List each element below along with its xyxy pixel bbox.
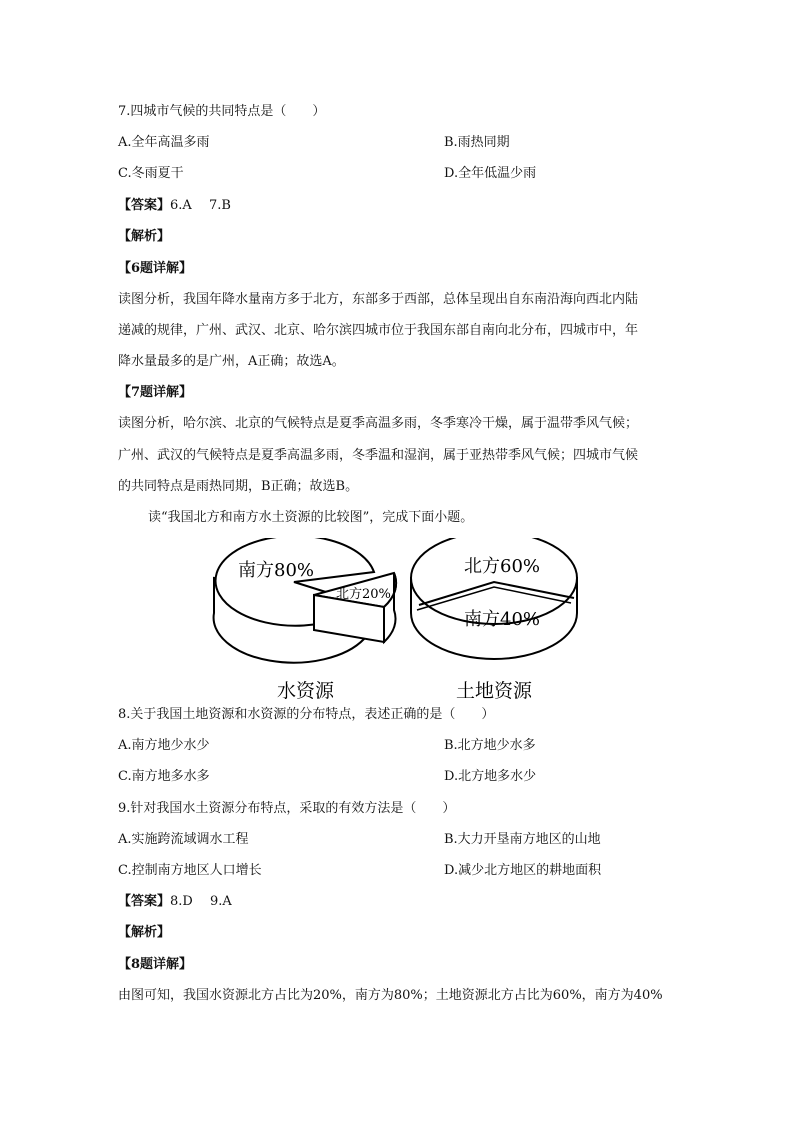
q9-stem: 9.针对我国水土资源分布特点，采取的有效方法是（ ） (118, 801, 456, 816)
figure-intro: 读“我国北方和南方水土资源的比较图”，完成下面小题。 (148, 510, 474, 525)
detail-6-line-2: 递减的规律，广州、武汉、北京、哈尔滨四城市位于我国东部自南向北分布，四城市中，年 (118, 323, 639, 338)
answer-label: 【答案】 (118, 894, 171, 909)
answer-label: 【答案】 (118, 198, 171, 213)
detail-6-line-3: 降水量最多的是广州，A正确；故选A。 (118, 354, 345, 369)
q8-option-a: A.南方地少水少 (118, 738, 210, 753)
land-south-label: 南方40% (464, 609, 541, 630)
analysis-heading: 【解析】 (118, 229, 171, 244)
resource-comparison-figure (200, 538, 600, 703)
q9-option-d: D.减少北方地区的耕地面积 (444, 863, 602, 878)
detail-7-title: 【7题详解】 (118, 385, 193, 400)
detail-6-line-1: 读图分析，我国年降水量南方多于北方，东部多于西部，总体呈现出自东南沿海向西北内陆 (118, 292, 639, 307)
answer-8-9 (118, 893, 232, 911)
land-caption: 土地资源 (456, 680, 533, 702)
answer-6-7 (118, 197, 231, 215)
q9-option-a: A.实施跨流域调水工程 (118, 832, 249, 847)
q8-stem: 8.关于我国土地资源和水资源的分布特点，表述正确的是（ ） (118, 707, 495, 722)
water-caption: 水资源 (277, 680, 335, 702)
q9-option-b: B.大力开垦南方地区的山地 (444, 832, 601, 847)
detail-8-title: 【8题详解】 (118, 957, 193, 972)
land-north-label: 北方60% (464, 556, 541, 577)
q7-stem: 7.四城市气候的共同特点是（ ） (118, 104, 326, 119)
q7-option-c: C.冬雨夏干 (118, 166, 184, 181)
detail-7-line-3: 的共同特点是雨热同期，B正确；故选B。 (118, 479, 359, 494)
q8-option-d: D.北方地多水少 (444, 769, 537, 784)
answer-text: 8.D 9.A (170, 894, 232, 909)
q9-option-c: C.控制南方地区人口增长 (118, 863, 262, 878)
answer-text: 6.A 7.B (170, 198, 231, 213)
analysis-heading: 【解析】 (118, 925, 171, 940)
q7-option-a: A.全年高温多雨 (118, 135, 210, 150)
detail-6-title: 【6题详解】 (118, 261, 193, 276)
water-north-label: 北方20% (336, 587, 391, 602)
q7-option-d: D.全年低温少雨 (444, 166, 537, 181)
water-south-label: 南方80% (238, 560, 315, 581)
detail-7-line-2: 广州、武汉的气候特点是夏季高温多雨，冬季温和湿润，属于亚热带季风气候；四城市气候 (118, 448, 639, 463)
q8-option-c: C.南方地多水多 (118, 769, 210, 784)
detail-8-line-1: 由图可知，我国水资源北方占比为20%，南方为80%；土地资源北方占比为60%，南方为40% (118, 988, 663, 1003)
detail-7-line-1: 读图分析，哈尔滨、北京的气候特点是夏季高温多雨，冬季寒冷干燥，属于温带季风气候； (118, 416, 639, 431)
q7-option-b: B.雨热同期 (444, 135, 510, 150)
q8-option-b: B.北方地少水多 (444, 738, 536, 753)
